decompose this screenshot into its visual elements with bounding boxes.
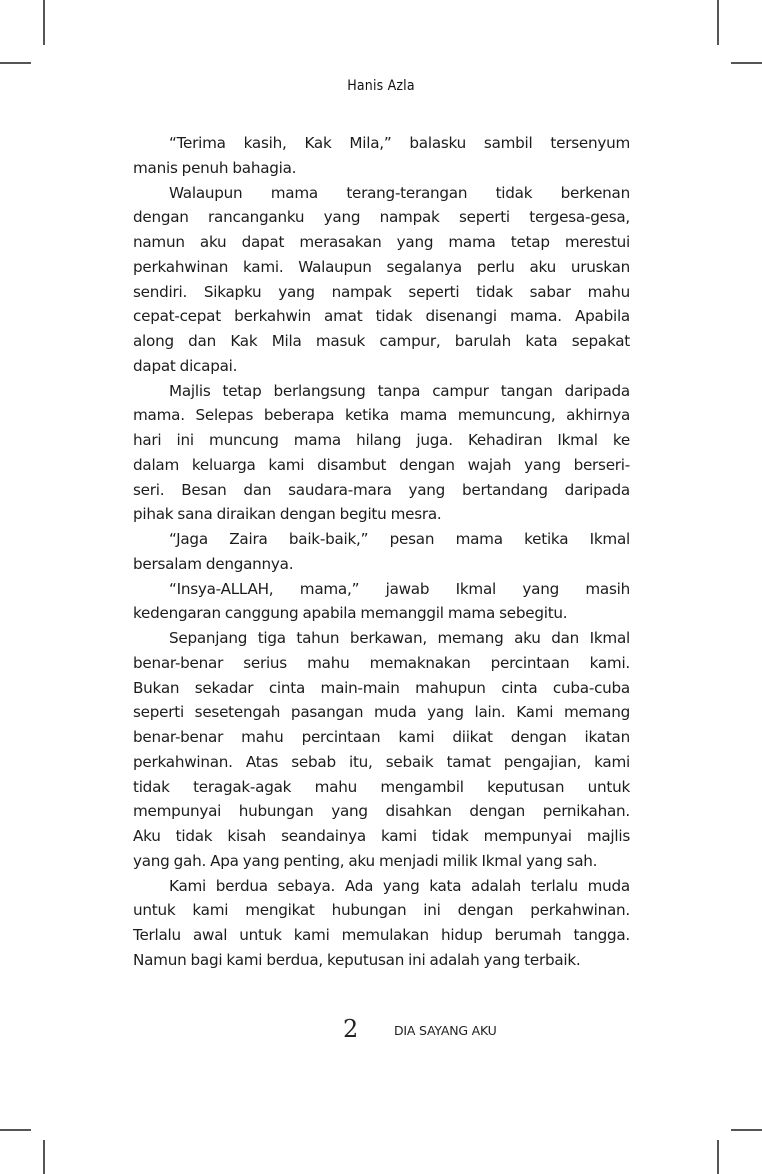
text-line: Walaupun mama terang-terangan tidak berkenan (169, 183, 630, 202)
text-line: Bukan sekadar cinta main-main mahupun cinta cuba-cuba (133, 678, 630, 697)
page-number: 2 (343, 1015, 359, 1043)
text-line: seri. Besan dan saudara-mara yang bertandang daripada (133, 480, 630, 499)
paragraph (133, 577, 630, 627)
text-line: manis penuh bahagia. (133, 158, 297, 177)
crop-mark-top-right-vertical (717, 0, 719, 45)
text-line: perkahwinan kami. Walaupun segalanya perlu aku uruskan (133, 257, 630, 276)
book-title: DIA SAYANG AKU (394, 1023, 497, 1038)
running-header-author: Hanis Azla (347, 78, 415, 94)
paragraph (133, 527, 630, 577)
text-line: benar-benar mahu percintaan kami diikat dengan ikatan (133, 728, 630, 746)
crop-mark-top-right-horizontal (731, 62, 762, 64)
text-line: perkahwinan. Atas sebab itu, sebaik tamat pengajian, kami (133, 752, 630, 771)
paragraph (133, 181, 630, 379)
text-line: seperti sesetengah pasangan muda yang lain. Kami memang (133, 703, 630, 722)
text-line: dengan rancanganku yang nampak seperti tergesa-gesa, (133, 208, 630, 227)
text-line: kedengaran canggung apabila memanggil mama sebegitu. (133, 604, 568, 623)
text-line: hari ini muncung mama hilang juga. Kehadiran Ikmal ke (133, 431, 630, 449)
text-line: yang gah. Apa yang penting, aku menjadi milik Ikmal yang sah. (133, 851, 598, 870)
text-line: mempunyai hubungan yang disahkan dengan pernikahan. (133, 802, 630, 821)
text-line: Sepanjang tiga tahun berkawan, memang aku dan Ikmal (169, 629, 630, 647)
text-line: tidak teragak-agak mahu mengambil keputusan untuk (133, 777, 630, 796)
paragraph (133, 379, 630, 528)
text-line: Majlis tetap berlangsung tanpa campur tangan daripada (169, 381, 630, 400)
page-footer (0, 1015, 762, 1045)
text-line: mama. Selepas beberapa ketika mama memuncung, akhirnya (133, 406, 630, 425)
text-line: “Insya-ALLAH, mama,” jawab Ikmal yang masih (169, 579, 630, 598)
text-line: Aku tidak kisah seandainya kami tidak mempunyai majlis (133, 827, 630, 845)
crop-mark-bottom-left-vertical (43, 1140, 45, 1174)
text-line: cepat-cepat berkahwin amat tidak disenangi mama. Apabila (133, 307, 630, 326)
crop-mark-top-left-vertical (43, 0, 45, 45)
text-line: bersalam dengannya. (133, 554, 294, 573)
paragraph (133, 874, 630, 973)
crop-mark-bottom-right-horizontal (731, 1129, 762, 1131)
paragraph (133, 626, 630, 874)
text-line: Terlalu awal untuk kami memulakan hidup berumah tangga. (133, 926, 630, 944)
text-line: Kami berdua sebaya. Ada yang kata adalah terlalu muda (169, 876, 630, 895)
crop-mark-top-left-horizontal (0, 62, 31, 64)
text-line: untuk kami mengikat hubungan ini dengan perkahwinan. (133, 901, 630, 920)
text-line: along dan Kak Mila masuk campur, barulah kata sepakat (133, 332, 630, 350)
text-line: “Terima kasih, Kak Mila,” balasku sambil tersenyum (169, 134, 630, 152)
text-line: Namun bagi kami berdua, keputusan ini adalah yang terbaik. (133, 950, 581, 969)
text-line: “Jaga Zaira baik-baik,” pesan mama ketika Ikmal (169, 530, 630, 548)
text-line: dapat dicapai. (133, 356, 238, 375)
text-line: namun aku dapat merasakan yang mama tetap merestui (133, 233, 630, 251)
text-line: benar-benar serius mahu memaknakan percintaan kami. (133, 653, 630, 672)
text-line: dalam keluarga kami disambut dengan wajah yang berseri- (133, 455, 630, 474)
crop-mark-bottom-right-vertical (717, 1140, 719, 1174)
text-line: pihak sana diraikan dengan begitu mesra. (133, 505, 442, 524)
text-line: sendiri. Sikapku yang nampak seperti tidak sabar mahu (133, 282, 630, 301)
body-text (133, 131, 630, 973)
crop-mark-bottom-left-horizontal (0, 1129, 31, 1131)
paragraph (133, 131, 630, 181)
